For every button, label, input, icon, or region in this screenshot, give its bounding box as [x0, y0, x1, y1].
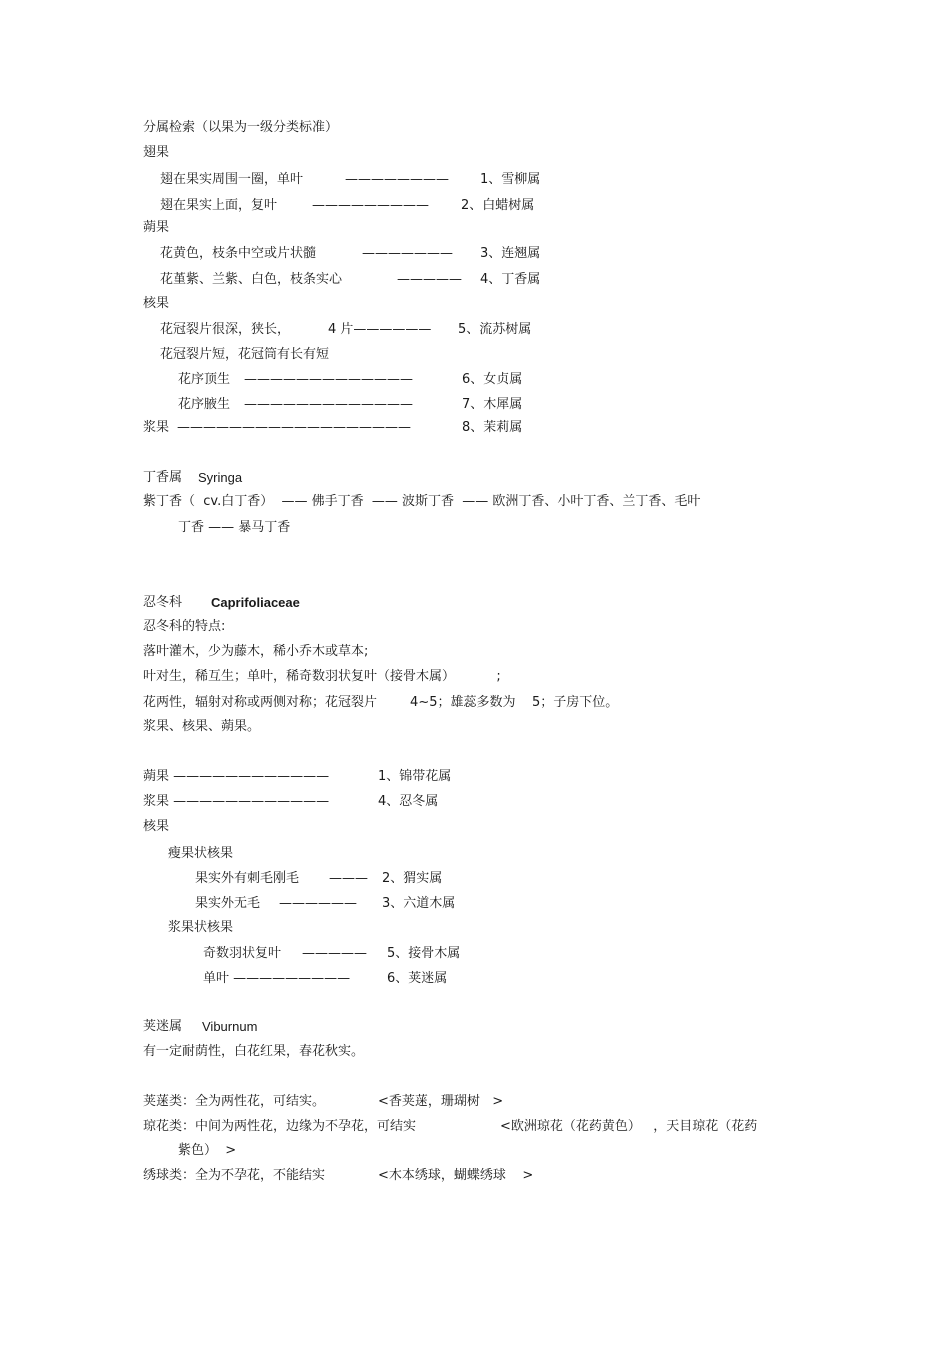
key-result: 6、荚迷属	[387, 971, 448, 986]
key-dash: —————————————	[244, 397, 413, 412]
capsule-label: 蒴果	[143, 220, 170, 235]
key-result: 3、六道木属	[382, 896, 456, 911]
key-dash: ————————	[345, 172, 449, 187]
key-dash: 4 片——————	[328, 322, 432, 337]
key-dash: —————————————	[244, 372, 413, 387]
key-result: 6、女贞属	[462, 372, 523, 387]
type-example: 紫色） >	[178, 1143, 237, 1158]
key-line: 花序腋生	[178, 397, 231, 412]
key-result: 4、丁香属	[480, 272, 541, 287]
trait-line: 浆果、核果、蒴果。	[143, 719, 261, 734]
viburnum-latin: Viburnum	[202, 1019, 258, 1034]
key-dash: —————	[397, 272, 462, 287]
syringa-latin: Syringa	[198, 470, 243, 485]
key-line: 奇数羽状复叶	[203, 946, 282, 961]
key-line: 果实外有刺毛刚毛	[195, 871, 300, 886]
key-dash: ——————————————————	[177, 420, 411, 435]
key-dash: —————	[302, 946, 367, 961]
key-line: 浆果	[143, 420, 170, 435]
key-line: 浆果 ————————————	[143, 794, 330, 809]
key-line: 瘦果状核果	[168, 846, 234, 861]
syringa-title: 丁香属	[143, 470, 183, 485]
viburnum-title: 荚迷属	[143, 1019, 183, 1034]
key-dash: —————————	[312, 198, 429, 213]
key-result: 4、忍冬属	[378, 794, 439, 809]
syringa-line: 紫丁香（ cv.白丁香） —— 佛手丁香 —— 波斯丁香 —— 欧洲丁香、小叶丁香、兰丁香、毛叶	[143, 494, 701, 509]
type-line: 琼花类：中间为两性花，边缘为不孕花，可结实	[143, 1119, 417, 1134]
key-result: 2、白蜡树属	[461, 198, 535, 213]
family-title: 忍冬科	[143, 595, 183, 610]
syringa-line: 丁香 —— 暴马丁香	[178, 520, 291, 535]
type-example: <香荚蒾，珊瑚树 >	[378, 1094, 504, 1109]
key-line: 花冠裂片很深，狭长，	[160, 322, 291, 337]
type-example: <欧洲琼花（花药黄色） ，天目琼花（花药	[500, 1119, 758, 1134]
key-result: 1、雪柳属	[480, 172, 541, 187]
family-latin: Caprifoliaceae	[211, 595, 300, 610]
key-result: 2、猬实属	[382, 871, 443, 886]
key-line: 蒴果 ————————————	[143, 769, 330, 784]
drupe-label: 核果	[143, 296, 170, 311]
type-line: 绣球类：全为不孕花，不能结实	[143, 1168, 326, 1183]
key-line: 翅在果实周围一圈，单叶	[160, 172, 304, 187]
key-line: 单叶 —————————	[203, 971, 351, 986]
type-example: <木本绣球，蝴蝶绣球 >	[378, 1168, 534, 1183]
trait-line: 花两性，辐射对称或两侧对称；花冠裂片 4~5；雄蕊多数为 5；子房下位。	[143, 695, 619, 710]
key-line: 花黄色，枝条中空或片状髓	[160, 246, 317, 261]
key-line: 浆果状核果	[168, 920, 234, 935]
samara-label: 翅果	[143, 145, 170, 160]
traits-heading: 忍冬科的特点:	[143, 619, 226, 634]
key-line: 花冠裂片短，花冠筒有长有短	[160, 347, 330, 362]
key-dash: ———	[329, 871, 368, 886]
key-result: 5、接骨木属	[387, 946, 461, 961]
drupe-label: 核果	[143, 819, 170, 834]
viburnum-desc: 有一定耐荫性，白花红果，春花秋实。	[143, 1044, 365, 1059]
key-result: 7、木犀属	[462, 397, 523, 412]
key-result: 1、锦带花属	[378, 769, 452, 784]
key-line: 花序顶生	[178, 372, 231, 387]
trait-line: 叶对生，稀互生；单叶，稀奇数羽状复叶（接骨木属） ;	[143, 669, 501, 684]
key-result: 8、茉莉属	[462, 420, 523, 435]
key-result: 5、流苏树属	[458, 322, 532, 337]
trait-line: 落叶灌木，少为藤木，稀小乔木或草本;	[143, 644, 369, 659]
key-dash: ———————	[362, 246, 453, 261]
key-dash: ——————	[279, 896, 357, 911]
key-line: 翅在果实上面，复叶	[160, 198, 278, 213]
key-heading: 分属检索（以果为一级分类标准）	[143, 120, 339, 135]
key-result: 3、连翘属	[480, 246, 541, 261]
type-line: 荚蒾类：全为两性花，可结实。	[143, 1094, 326, 1109]
key-line: 果实外无毛	[195, 896, 261, 911]
key-line: 花堇紫、兰紫、白色，枝条实心	[160, 272, 343, 287]
